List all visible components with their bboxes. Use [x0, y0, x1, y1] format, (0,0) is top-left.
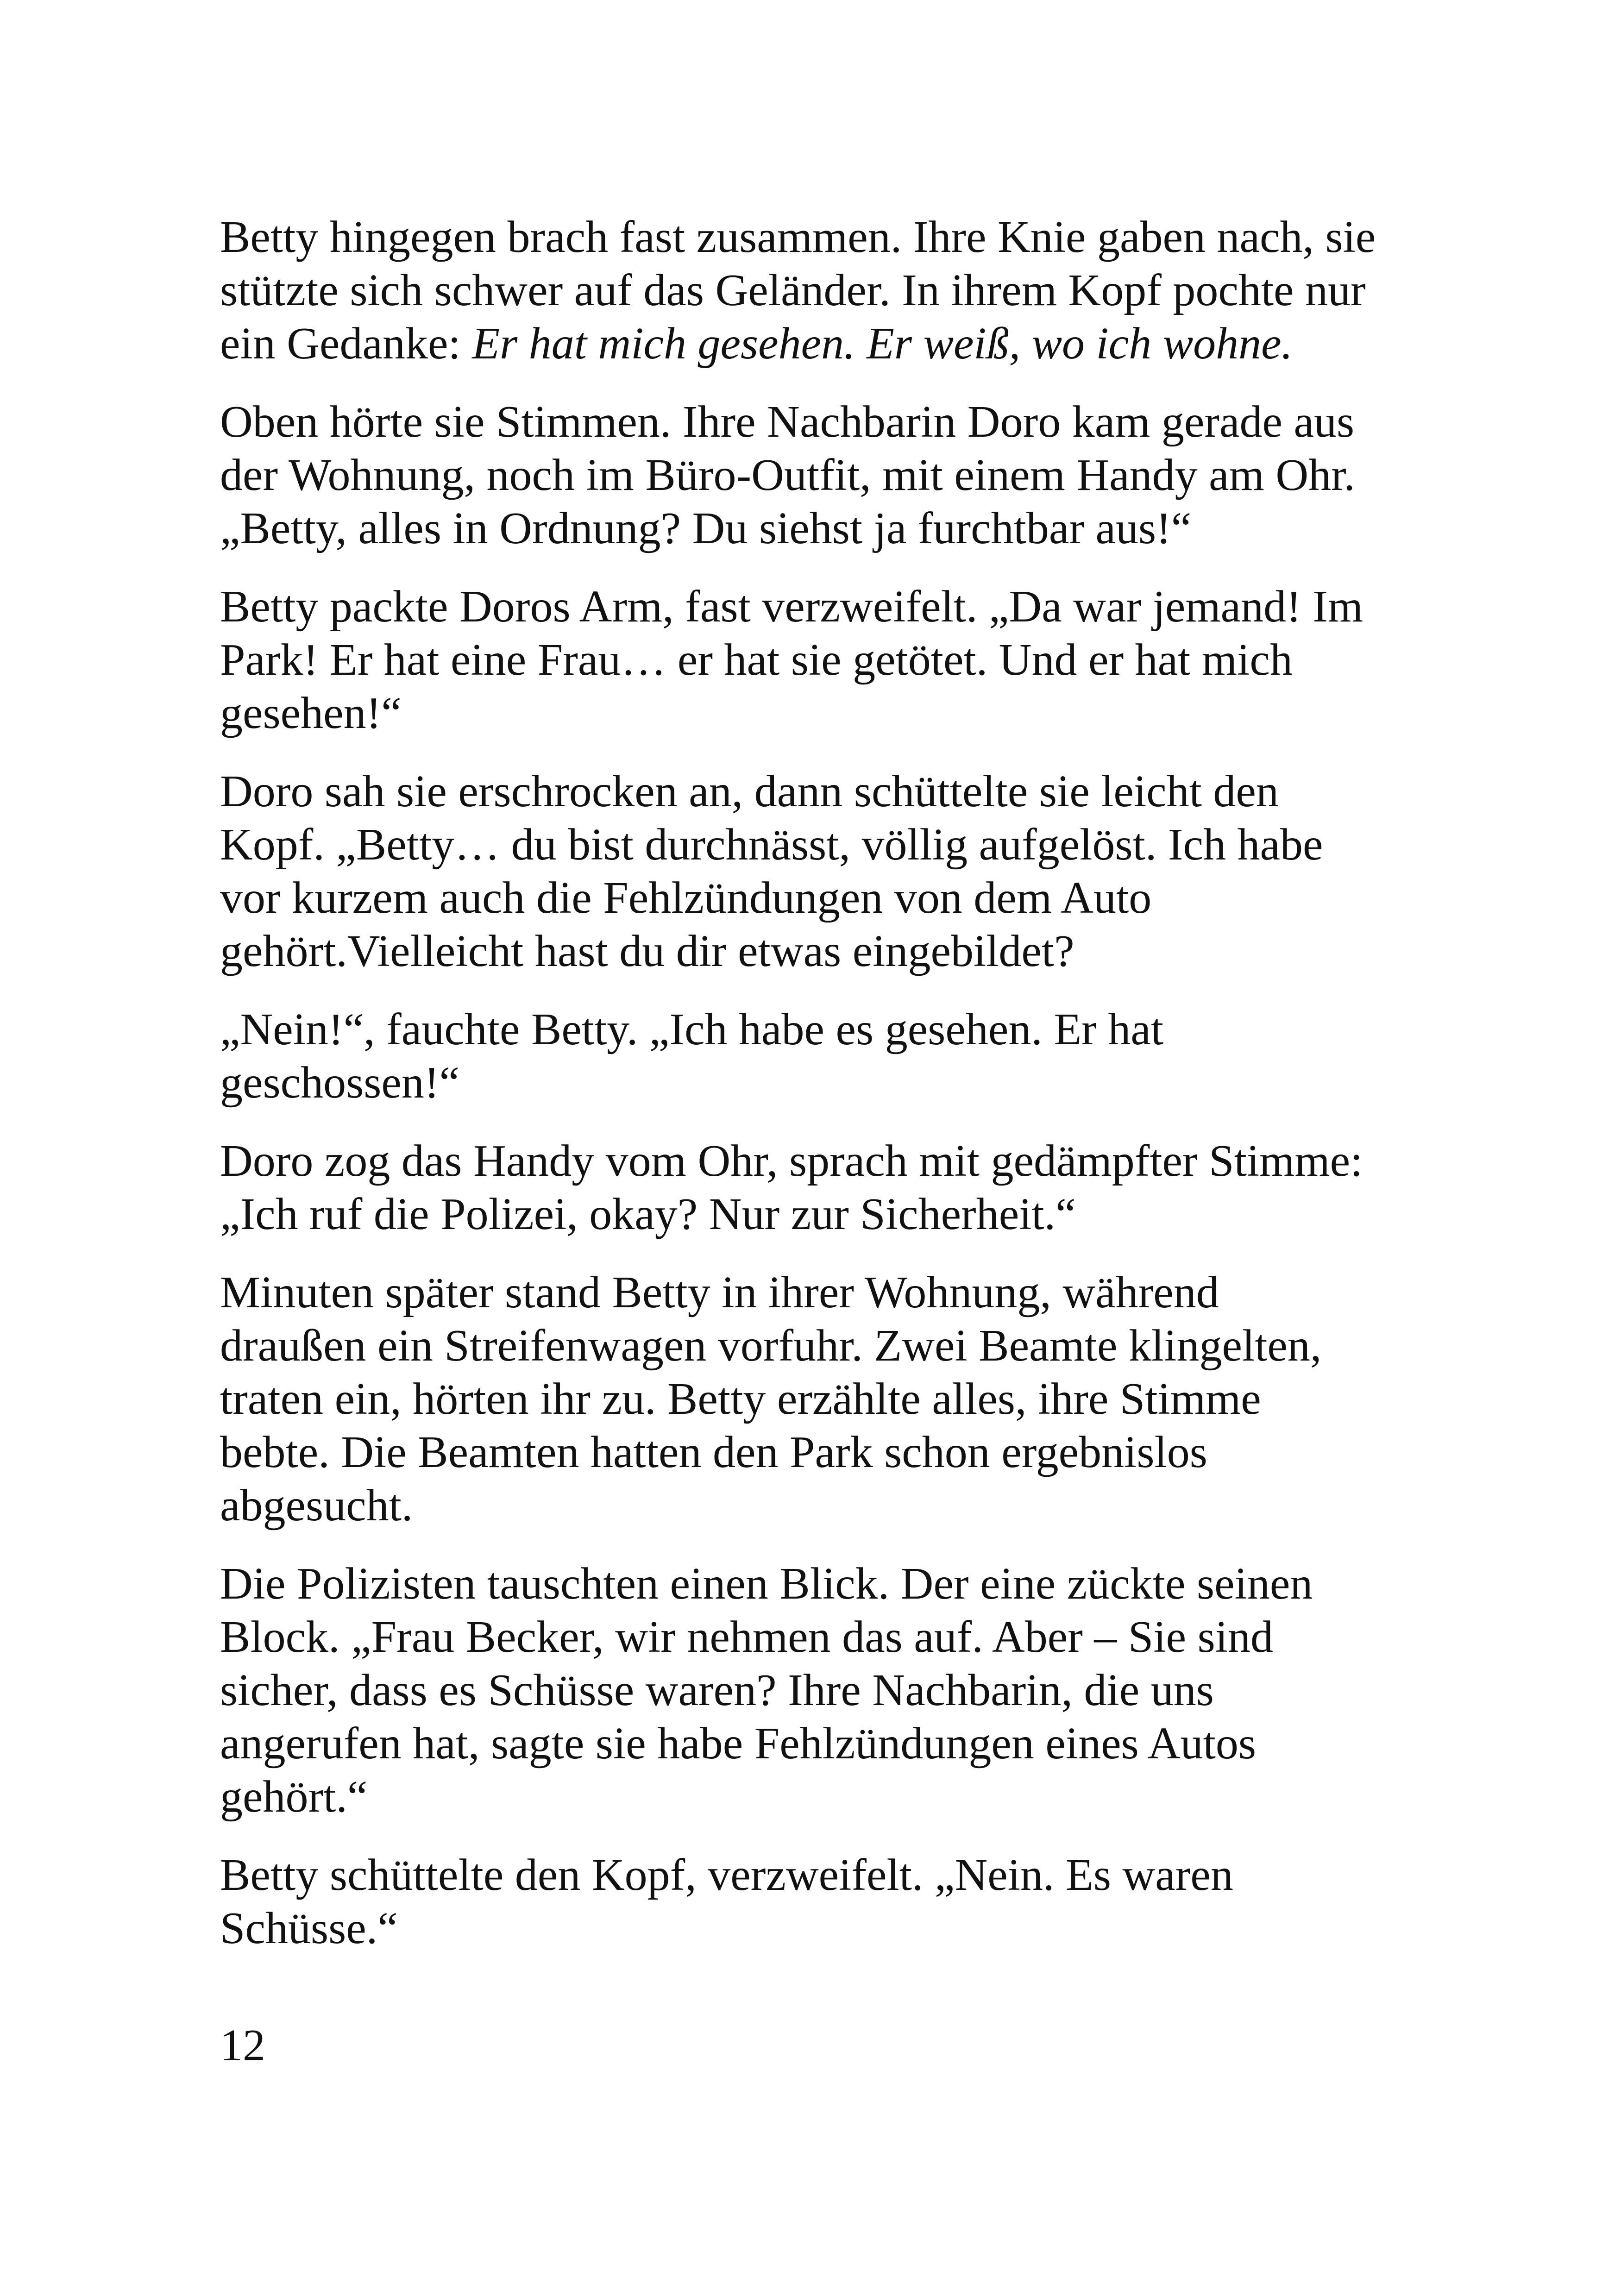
- text-line: draußen ein Streifenwagen vorfuhr. Zwei Beamte klingelten,: [220, 1321, 1322, 1371]
- text-line: Oben hörte sie Stimmen. Ihre Nachbarin Doro kam gerade aus: [220, 397, 1355, 447]
- text-line: traten ein, hörten ihr zu. Betty erzählte alles, ihre Stimme: [220, 1374, 1261, 1424]
- text-line: gehört.“: [220, 1772, 368, 1822]
- text-line: gehört.Vielleicht hast du dir etwas eingebildet?: [220, 926, 1074, 976]
- paragraph-2: [220, 395, 1424, 555]
- text-line: Betty packte Doros Arm, fast verzweifelt. „Da war jemand! Im: [220, 582, 1363, 632]
- text-line: geschossen!“: [220, 1058, 460, 1108]
- italic-thought: Er hat mich gesehen. Er weiß, wo ich wohne.: [472, 319, 1293, 369]
- text-line: vor kurzem auch die Fehlzündungen von dem Auto: [220, 873, 1152, 923]
- paragraph-8: [220, 1557, 1424, 1824]
- text-line: „Nein!“, fauchte Betty. „Ich habe es gesehen. Er hat: [220, 1004, 1164, 1054]
- text-line: „Betty, alles in Ordnung? Du siehst ja furchtbar aus!“: [220, 503, 1192, 553]
- text-line: „Ich ruf die Polizei, okay? Nur zur Sicherheit.“: [220, 1189, 1076, 1239]
- body-text: [220, 211, 1424, 1980]
- text-line: abgesucht.: [220, 1480, 413, 1531]
- text-line-mixed: [220, 317, 1424, 370]
- text-line: gesehen!“: [220, 688, 402, 738]
- paragraph-4: [220, 765, 1424, 978]
- paragraph-5: [220, 1003, 1424, 1110]
- text-line: Schüsse.“: [220, 1903, 398, 1953]
- text-line: der Wohnung, noch im Büro-Outfit, mit einem Handy am Ohr.: [220, 450, 1355, 500]
- paragraph-3: [220, 580, 1424, 740]
- text-line: Block. „Frau Becker, wir nehmen das auf. Aber – Sie sind: [220, 1612, 1274, 1662]
- text-line-plain-part: ein Gedanke:: [220, 319, 472, 369]
- text-line: stützte sich schwer auf das Geländer. In ihrem Kopf pochte nur: [220, 265, 1366, 315]
- paragraph-7: [220, 1266, 1424, 1532]
- text-line: Betty schüttelte den Kopf, verzweifelt. „Nein. Es waren: [220, 1850, 1233, 1900]
- text-line: Minuten später stand Betty in ihrer Wohnung, während: [220, 1267, 1219, 1317]
- text-line: Doro zog das Handy vom Ohr, sprach mit gedämpfter Stimme:: [220, 1136, 1363, 1186]
- text-line: angerufen hat, sagte sie habe Fehlzündungen eines Autos: [220, 1719, 1257, 1769]
- paragraph-9: [220, 1849, 1424, 1955]
- text-line: Betty hingegen brach fast zusammen. Ihre Knie gaben nach, sie: [220, 212, 1376, 262]
- text-line: Park! Er hat eine Frau… er hat sie getötet. Und er hat mich: [220, 635, 1293, 685]
- text-line: Doro sah sie erschrocken an, dann schüttelte sie leicht den: [220, 766, 1279, 816]
- text-line: Die Polizisten tauschten einen Blick. Der eine zückte seinen: [220, 1559, 1313, 1609]
- text-line: sicher, dass es Schüsse waren? Ihre Nachbarin, die uns: [220, 1665, 1214, 1715]
- text-line: Kopf. „Betty… du bist durchnässt, völlig aufgelöst. Ich habe: [220, 820, 1323, 870]
- paragraph-1: [220, 211, 1424, 370]
- text-line: bebte. Die Beamten hatten den Park schon ergebnislos: [220, 1427, 1207, 1477]
- page-number: 12: [220, 2020, 265, 2070]
- paragraph-6: [220, 1135, 1424, 1241]
